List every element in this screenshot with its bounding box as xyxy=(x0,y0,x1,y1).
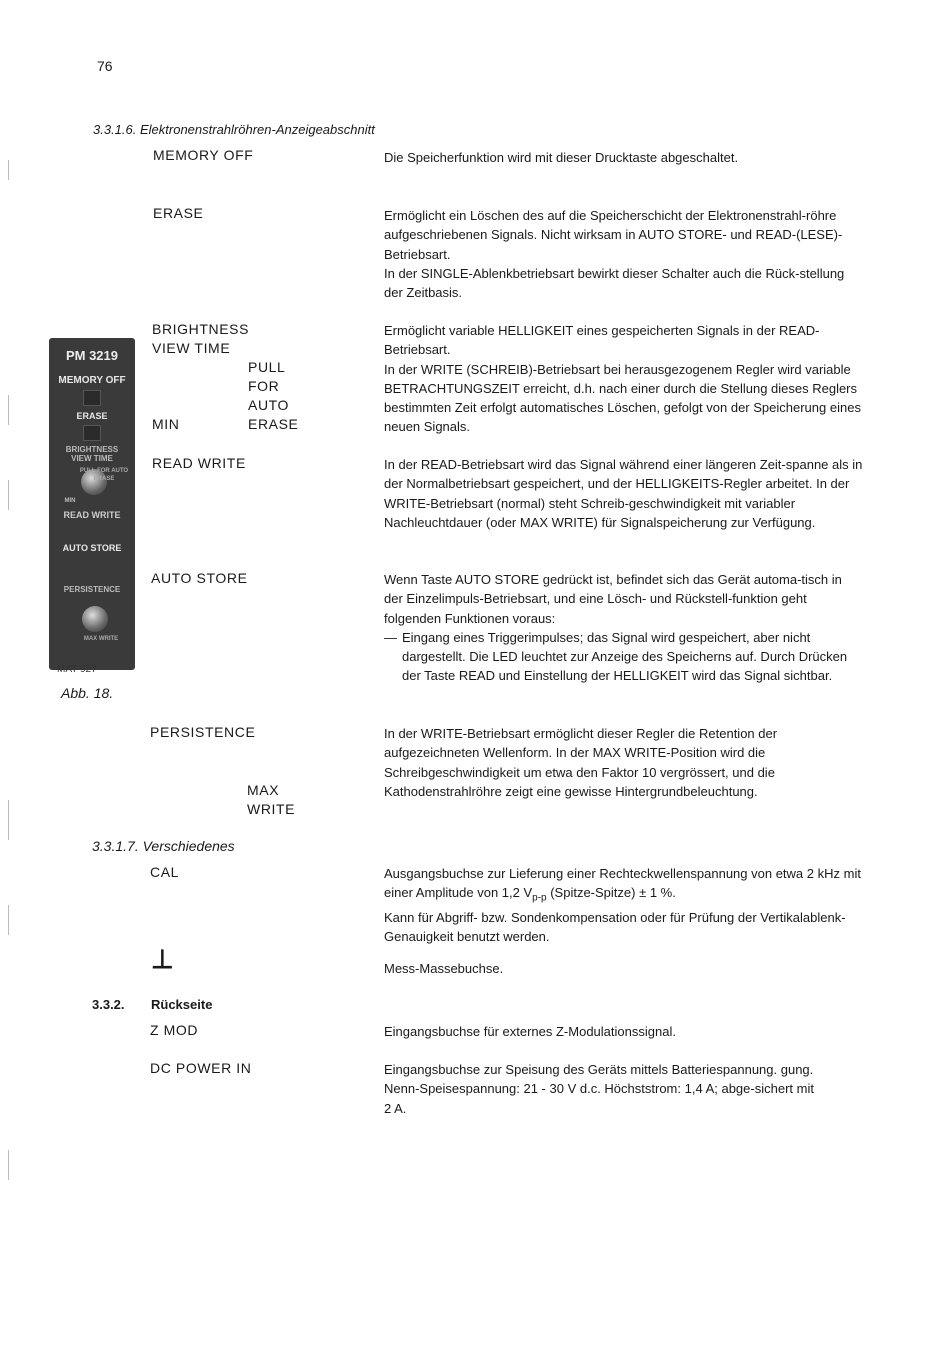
persistence-label: PERSISTENCE xyxy=(150,724,256,740)
erase-button xyxy=(83,425,101,441)
margin-mark xyxy=(8,1150,9,1180)
dc-power-label: DC POWER IN xyxy=(150,1060,252,1076)
erase-sub-label: ERASE xyxy=(248,416,299,432)
front-panel-photo xyxy=(49,338,135,670)
section-heading-3316: 3.3.1.6. Elektronenstrahlröhren-Anzeigeabschnitt xyxy=(93,122,375,137)
cal-text: Ausgangsbuchse zur Lieferung einer Rechteckwellenspannung von etwa 2 kHz mit einer Amplitude von 1,2 $V_{p-p}$ (Spitze-Spitze) ± 1 %. Kann für Abgriff- bzw. Sondenkompensation oder für Prüfung der Vertikalablenk-Genauigkeit benutzt werden. xyxy=(384,866,861,945)
zmod-text: Eingangsbuchse für externes Z-Modulationssignal. xyxy=(384,1024,676,1039)
margin-mark xyxy=(8,480,9,510)
ground-icon: ⊥ xyxy=(151,944,174,974)
figure-mat-number: MAT 927 xyxy=(57,664,97,675)
pull-label: PULL xyxy=(248,359,286,375)
panel-view-time: VIEW TIME xyxy=(71,454,113,463)
panel-read-write: READ WRITE xyxy=(63,510,121,520)
auto-label: AUTO xyxy=(248,397,290,413)
cal-label: CAL xyxy=(150,864,180,880)
write-label: WRITE xyxy=(247,801,296,817)
read-write-label: READ WRITE xyxy=(152,455,246,471)
ground-text: Mess-Massebuchse. xyxy=(384,961,504,976)
margin-mark xyxy=(8,160,9,180)
panel-pull-for-auto-erase: PULL FOR AUTO ERASE xyxy=(79,468,129,482)
margin-mark xyxy=(8,800,9,840)
panel-title: PM 3219 xyxy=(65,348,119,363)
panel-erase: ERASE xyxy=(76,411,108,421)
panel-auto-store: AUTO STORE xyxy=(62,543,122,553)
erase-label: ERASE xyxy=(153,205,204,221)
section-heading-3317: 3.3.1.7. Verschiedenes xyxy=(92,838,235,854)
persistence-knob xyxy=(82,606,108,632)
memory-off-text: Die Speicherfunktion wird mit dieser Drucktaste abgeschaltet. xyxy=(384,150,739,165)
brightness-label: BRIGHTNESS xyxy=(152,321,250,337)
view-time-label: VIEW TIME xyxy=(152,340,231,356)
panel-persistence: PERSISTENCE xyxy=(63,585,121,594)
section-number-332: 3.3.2. xyxy=(92,997,125,1012)
page-number: 76 xyxy=(97,58,113,74)
panel-max-write: MAX WRITE xyxy=(83,636,119,642)
auto-store-label: AUTO STORE xyxy=(151,570,248,586)
margin-mark xyxy=(8,395,9,425)
panel-brightness: BRIGHTNESS xyxy=(65,445,119,454)
erase-text: Ermöglicht ein Löschen des auf die Speicherschicht der Elektronenstrahl-röhre aufgeschriebenen Signals. Nicht wirksam in AUTO STORE- und READ-(LESE)-Betriebsart. In der SINGLE-Ablenkbetriebsart bewirkt dieser Schalter auch die Rück-stellung der Zeitbasis. xyxy=(384,208,845,301)
min-label: MIN xyxy=(152,416,180,432)
margin-mark xyxy=(8,905,9,935)
dc-power-text: Eingangsbuchse zur Speisung des Geräts mittels Batteriespannung. gung. Nenn-Speisespannung: 21 - 30 V d.c. Höchststrom: 1,4 A; abge-sichert mit 2 A. xyxy=(384,1062,814,1116)
panel-min: MIN xyxy=(64,498,76,504)
for-label: FOR xyxy=(248,378,280,394)
section-title-332: Rückseite xyxy=(151,997,213,1012)
figure-caption: Abb. 18. xyxy=(61,685,114,701)
memory-off-button xyxy=(83,390,101,406)
auto-store-text: Wenn Taste AUTO STORE gedrückt ist, befindet sich das Gerät automa-tisch in der Einzelimpuls-Betriebsart, und eine Lösch- und Rückstell-funktion geht folgenden Funktionen voraus: — Eingang eines Triggerimpulses; das Signal wird gespeichert, aber nicht dargestellt. Die LED leuchtet zur Anzeige des Speicherns auf. Durch Drücken der Taste READ und Einstellung der HELLIGKEIT wird das Signal sichtbar. xyxy=(384,572,848,684)
brightness-text: Ermöglicht variable HELLIGKEIT eines gespeicherten Signals in der READ-Betriebsart. In der WRITE (SCHREIB)-Betriebsart bei herausgezogenem Regler wird variable BETRACHTUNGSZEIT erreicht, d.h. nach einer durch die Stellung dieses Reglers bestimmten Zeit erfolgt automatisches Löschen, gefolgt von der Speicherung eines neuen Signals. xyxy=(384,323,861,435)
zmod-label: Z MOD xyxy=(150,1022,199,1038)
read-write-text: In der READ-Betriebsart wird das Signal während einer längeren Zeit-spanne als in der Normalbetriebsart gespeichert, und der HELLIGKEITS-Regler arbeitet. In der WRITE-Betriebsart (normal) steht Schreib-geschwindigkeit mit variabler Nachleuchtdauer (oder MAX WRITE) für Signalspeicherung zur Verfügung. xyxy=(384,457,863,530)
panel-memory-off: MEMORY OFF xyxy=(58,375,126,386)
max-label: MAX xyxy=(247,782,280,798)
memory-off-label: MEMORY OFF xyxy=(153,147,254,163)
persistence-text: In der WRITE-Betriebsart ermöglicht dieser Regler die Retention der aufgezeichneten Wellenform. In der MAX WRITE-Position wird die Schreibgeschwindigkeit um etwa den Faktor 10 vergrössert, und die Kathodenstrahlröhre zeigt eine gewisse Hintergrundbeleuchtung. xyxy=(384,726,778,799)
dash-bullet: — xyxy=(384,629,397,645)
